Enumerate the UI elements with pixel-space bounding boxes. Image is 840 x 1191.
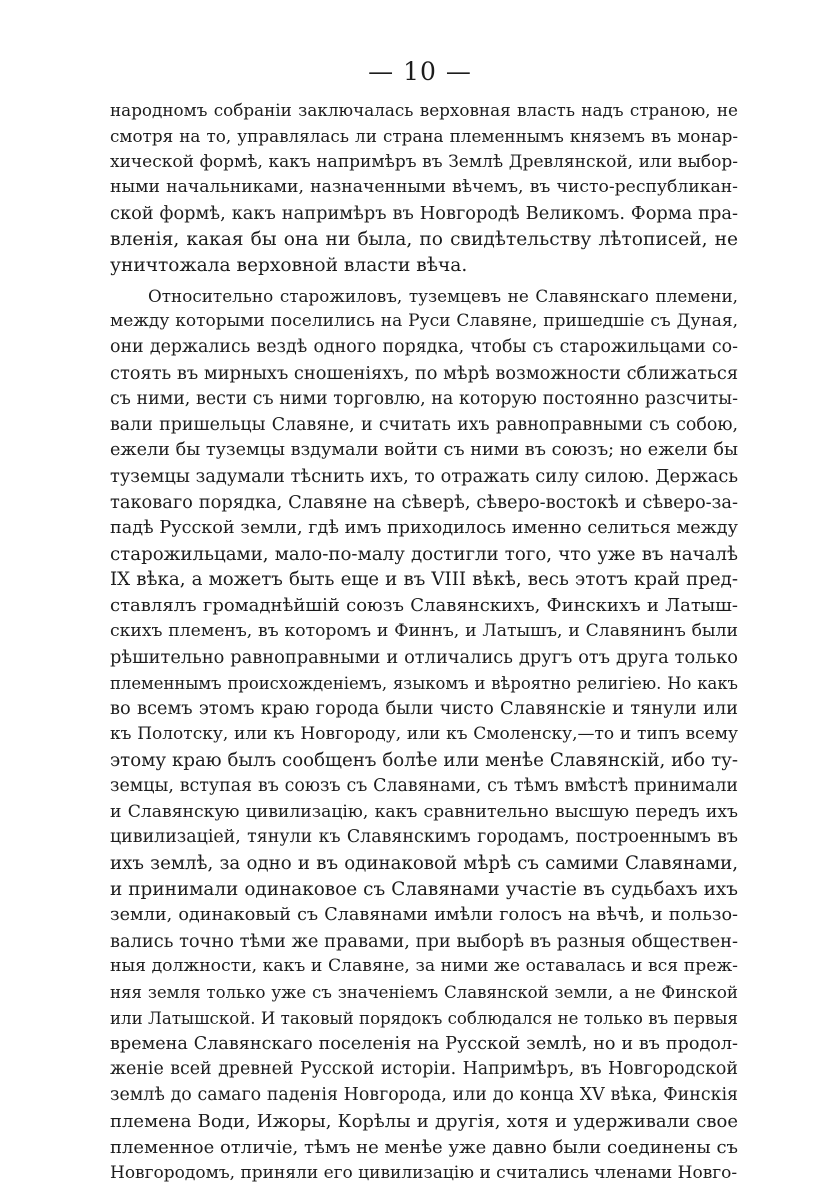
text-line: падѣ Русской земли, гдѣ имъ приходилось именно селиться между — [110, 517, 738, 538]
text-line: или Латышской. И таковый порядокъ соблюдался не только въ первыя — [110, 1008, 738, 1028]
text-line: вали пришельцы Славяне, и считать ихъ равноправными съ собою, — [110, 414, 738, 435]
text-line: вались точно тѣми же правами, при выборѣ въ разныя обществен- — [110, 930, 738, 952]
text-line: рѣшительно равноправными и отличались другъ отъ друга только — [110, 646, 738, 668]
text-line: стоять въ мирныхъ сношеніяхъ, по мѣрѣ возможности сближаться — [110, 362, 739, 384]
text-line: между которыми поселились на Руси Славяне, пришедшіе съ Дуная, — [110, 311, 738, 332]
text-line: старожильцами, мало-по-малу достигли того, что уже въ началѣ — [110, 543, 738, 565]
paragraph-1 — [110, 98, 738, 279]
page-text — [110, 98, 738, 1186]
text-line: и Славянскую цивилизацію, какъ сравнительно высшую передъ ихъ — [110, 801, 738, 822]
text-line: Новгородомъ, приняли его цивилизацію и считались членами Новго- — [110, 1162, 738, 1183]
text-line: ныя должности, какъ и Славяне, за ними же оставалась и вся преж- — [110, 956, 738, 977]
text-line: IX вѣка, а можетъ быть еще и въ VIII вѣкѣ, весь этотъ край пред- — [110, 569, 738, 591]
text-line: вленія, какая бы она ни была, по свидѣтельству лѣтописей, не — [110, 228, 738, 250]
text-line: они держались вездѣ одного порядка, чтобы съ старожильцами со- — [110, 337, 738, 358]
text-line: хической формѣ, какъ напримѣръ въ Землѣ Древлянской, или выбор- — [110, 151, 738, 172]
page-number: — 10 — — [368, 57, 472, 86]
text-line: смотря на то, управлялась ли страна племеннымъ княземъ въ монар- — [110, 125, 738, 146]
text-line: туземцы задумали тѣснить ихъ, то отражать силу силою. Держась — [110, 466, 739, 488]
text-line: племеннымъ происхожденіемъ, языкомъ и вѣроятно религіею. Но какъ — [110, 673, 738, 693]
text-line: земли, одинаковый съ Славянами имѣли голосъ на вѣчѣ, и пользо- — [110, 904, 738, 925]
text-line: ставлялъ громаднѣйшій союзъ Славянскихъ, Финскихъ и Латыш- — [110, 595, 738, 617]
text-line: къ Полотску, или къ Новгороду, или къ Смоленску,—то и типъ всему — [110, 724, 738, 745]
text-line: и принимали одинаковое съ Славянами участіе въ судьбахъ ихъ — [110, 878, 738, 900]
text-line: уничтожала верховной власти вѣча. — [110, 254, 468, 276]
text-line: во всемъ этомъ краю города были чисто Славянскіе и тянули или — [110, 698, 738, 720]
text-line: съ ними, вести съ ними торговлю, на которую постоянно разсчиты- — [110, 388, 738, 409]
text-line: ихъ землѣ, за одно и въ одинаковой мѣрѣ съ самими Славянами, — [110, 853, 738, 875]
text-line: этому краю былъ сообщенъ болѣе или менѣе Славянскій, ибо ту- — [110, 749, 738, 771]
paragraph-2 — [110, 284, 738, 1187]
text-line: цивилизаціей, тянули къ Славянскимъ городамъ, построеннымъ въ — [110, 827, 738, 848]
text-line: ными начальниками, назначенными вѣчемъ, въ чисто-республикан- — [110, 177, 738, 198]
text-line: землѣ до самаго паденія Новгорода, или до конца XV вѣка, Финскія — [110, 1085, 738, 1106]
text-line: племенное отличіе, тѣмъ не менѣе уже давно были соединены съ — [110, 1136, 738, 1158]
text-line: скихъ племенъ, въ которомъ и Финнъ, и Латышъ, и Славянинъ были — [110, 620, 738, 641]
text-line: времена Славянскаго поселенія на Русской землѣ, но и въ продол- — [110, 1033, 738, 1054]
text-line: народномъ собраніи заключалась верховная власть надъ страною, не — [110, 100, 738, 120]
text-line: таковаго порядка, Славяне на сѣверѣ, сѣверо-востокѣ и сѣверо-за- — [110, 491, 738, 513]
text-line: племена Води, Ижоры, Корѣлы и другія, хотя и удерживали свое — [110, 1111, 738, 1133]
text-line: ежели бы туземцы вздумали войти съ ними въ союзъ; но ежели бы — [110, 440, 738, 461]
text-line: земцы, вступая въ союзъ съ Славянами, съ тѣмъ вмѣстѣ принимали — [110, 775, 738, 796]
text-line: женіе всей древней Русской исторіи. Напримѣръ, въ Новгородской — [110, 1059, 738, 1080]
text-line: няя земля только уже съ значеніемъ Славянской земли, а не Финской — [110, 983, 738, 1003]
text-line: ской формѣ, какъ напримѣръ въ Новгородѣ Великомъ. Форма пра- — [110, 203, 738, 225]
text-line: Относительно старожиловъ, туземцевъ не Славянскаго племени, — [148, 285, 738, 306]
